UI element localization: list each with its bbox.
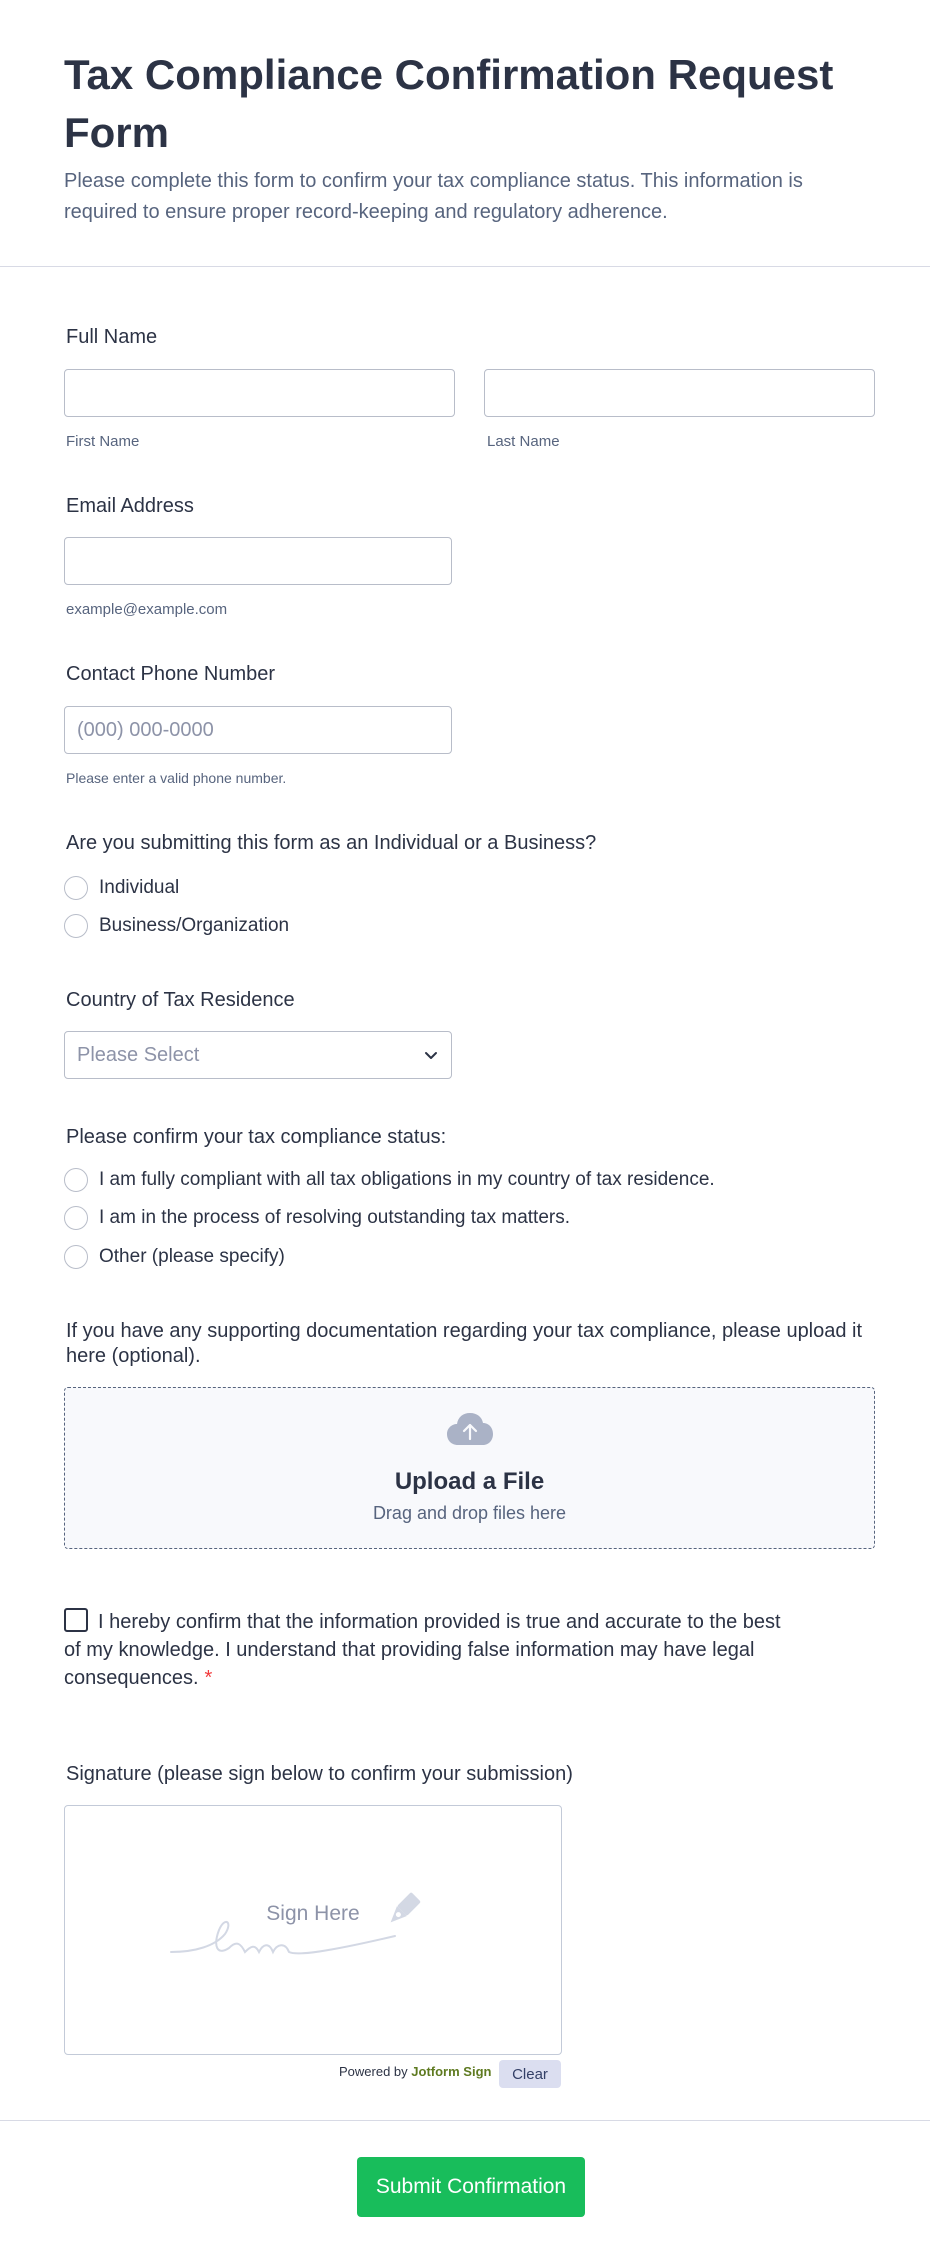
required-asterisk: * (204, 1667, 213, 1689)
page-description: Please complete this form to confirm your tax compliance status. This information is required to ensure proper record-keeping and regulatory adherence. (64, 170, 803, 223)
radio-button[interactable] (64, 1168, 88, 1192)
country-label: Country of Tax Residence (66, 989, 295, 1011)
phone-sublabel: Please enter a valid phone number. (66, 770, 287, 786)
signature-pad[interactable] (64, 1805, 562, 2055)
clear-signature-button[interactable]: Clear (499, 2060, 561, 2088)
radio-option-label: Other (please specify) (99, 1246, 285, 1267)
country-select[interactable] (64, 1031, 452, 1079)
radio-option-label: I am fully compliant with all tax obligations in my country of tax residence. (99, 1169, 715, 1190)
signature-label: Signature (please sign below to confirm your submission) (66, 1763, 573, 1785)
chevron-down-icon (423, 1047, 439, 1063)
email-sublabel: example@example.com (66, 601, 228, 618)
radio-option-label: Individual (99, 877, 180, 898)
powered-prefix: Powered by (339, 2064, 408, 2079)
signature-scribble-icon (65, 1806, 563, 2056)
jotform-sign-brand: Jotform Sign (411, 2064, 492, 2079)
cloud-upload-icon (446, 1412, 494, 1446)
radio-button[interactable] (64, 914, 88, 938)
submit-button[interactable]: Submit Confirmation (357, 2157, 585, 2217)
page-title: Tax Compliance Confirmation Request Form (64, 51, 834, 156)
phone-input[interactable] (64, 706, 452, 754)
first-name-sublabel: First Name (66, 433, 140, 450)
radio-option-other[interactable] (64, 1245, 285, 1269)
radio-option-business[interactable] (64, 914, 289, 938)
last-name-input[interactable] (484, 369, 875, 417)
consent-field (64, 1608, 794, 1692)
signature-placeholder: Sign Here (266, 1902, 360, 1925)
radio-option-individual[interactable] (64, 876, 179, 900)
radio-button[interactable] (64, 1206, 88, 1230)
compliance-status-label: Please confirm your tax compliance status: (66, 1126, 447, 1148)
submitter-type-label: Are you submitting this form as an Individual or a Business? (66, 832, 597, 854)
powered-by-text (339, 2064, 491, 2079)
radio-button[interactable] (64, 1245, 88, 1269)
email-input[interactable] (64, 537, 452, 585)
radio-option-label: Business/Organization (99, 915, 290, 936)
upload-title: Upload a File (394, 1468, 545, 1495)
radio-option-fully-compliant[interactable] (64, 1168, 715, 1192)
last-name-sublabel: Last Name (487, 433, 560, 450)
email-label: Email Address (66, 495, 194, 517)
country-selected-value: Please Select (77, 1043, 200, 1066)
footer-divider (0, 2120, 930, 2121)
radio-option-resolving[interactable] (64, 1206, 570, 1230)
first-name-input[interactable] (64, 369, 455, 417)
consent-text: I hereby confirm that the information provided is true and accurate to the best of my knowledge. I understand that providing false information may have legal consequences. (64, 1611, 781, 1689)
phone-label: Contact Phone Number (66, 663, 276, 685)
upload-hint: Drag and drop files here (372, 1503, 567, 1523)
full-name-label: Full Name (66, 326, 158, 348)
radio-button[interactable] (64, 876, 88, 900)
upload-label: If you have any supporting documentation regarding your tax compliance, please upload it here (optional). (66, 1320, 863, 1367)
radio-option-label: I am in the process of resolving outstanding tax matters. (99, 1207, 571, 1228)
form-header (0, 0, 930, 267)
file-upload-dropzone[interactable] (64, 1387, 875, 1549)
consent-checkbox[interactable] (64, 1608, 88, 1632)
